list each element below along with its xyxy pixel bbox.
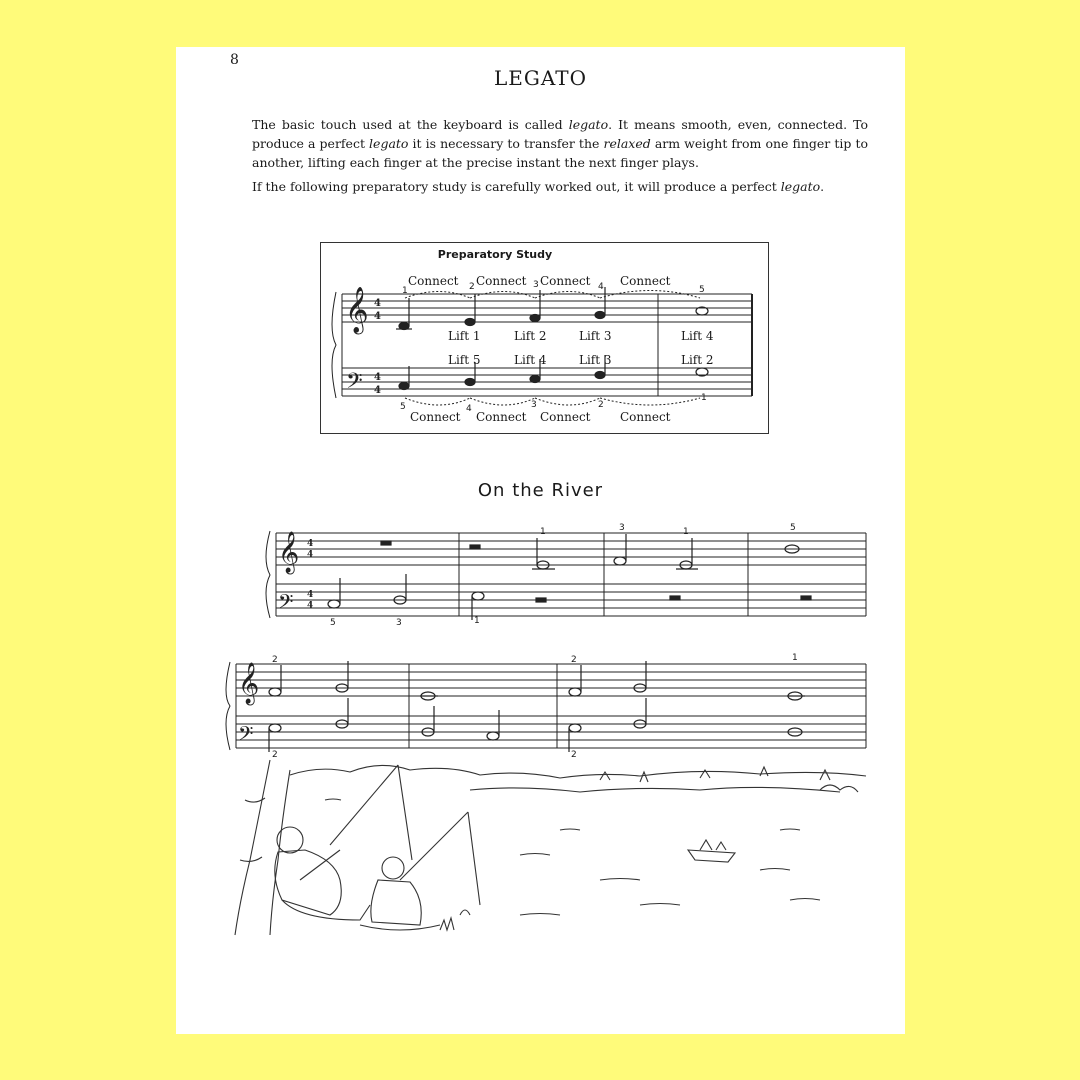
svg-text:4: 4	[374, 311, 381, 322]
song2-bass-staff	[236, 716, 866, 748]
finger-number: 1	[474, 616, 480, 626]
lift-label: Lift 2	[514, 329, 547, 343]
svg-text:𝄢: 𝄢	[238, 722, 254, 750]
brace	[332, 292, 336, 398]
text-run: it is necessary to transfer the	[408, 136, 604, 151]
finger-number: 3	[619, 523, 625, 533]
connect-arc	[405, 398, 470, 405]
text-run: perfect	[731, 179, 781, 194]
connect-label: Connect	[410, 410, 461, 424]
svg-text:4: 4	[307, 539, 314, 549]
finger-number: 3	[396, 618, 402, 628]
svg-text:4: 4	[307, 590, 314, 600]
svg-text:4: 4	[374, 298, 381, 309]
lift-label: Lift 3	[579, 329, 612, 343]
lift-label: Lift 3	[579, 353, 612, 367]
connect-label: Connect	[408, 274, 459, 288]
finger-number: 5	[400, 402, 406, 412]
song2-treble-staff	[236, 664, 866, 696]
text-run: If the following preparatory study is carefully worked out, it will produce a	[252, 179, 732, 194]
lift-label: Lift 4	[681, 329, 714, 343]
finger-number: 5	[330, 618, 336, 628]
italic-term: legato	[568, 117, 609, 132]
lift-label: Lift 4	[514, 353, 547, 367]
svg-text:𝄞: 𝄞	[238, 663, 260, 704]
finger-number: 2	[598, 400, 604, 410]
finger-number: 5	[790, 523, 796, 533]
song1-bass-staff	[276, 584, 866, 616]
finger-number: 2	[469, 282, 475, 292]
connect-label: Connect	[540, 410, 591, 424]
italic-term: legato	[780, 179, 821, 194]
finger-number: 5	[699, 285, 705, 295]
svg-text:4: 4	[307, 601, 314, 611]
finger-number: 1	[792, 653, 798, 663]
text-run: . It means smooth, even, connected. To produce a perfect	[252, 117, 868, 151]
text-run: arm weight from one finger tip to another, lifting each finger at the precise instant the next finger plays.	[252, 136, 868, 170]
connect-arc	[535, 398, 600, 405]
song-title: On the River	[477, 480, 604, 501]
finger-number: 4	[598, 282, 604, 292]
connect-label: Connect	[540, 274, 591, 288]
preparatory-study-title: Preparatory Study	[437, 248, 553, 261]
lift-label: Lift 2	[681, 353, 714, 367]
fishing-scene-illustration	[235, 760, 866, 935]
connect-label: Connect	[620, 274, 671, 288]
finger-number: 3	[531, 400, 537, 410]
song2-notes	[269, 661, 805, 752]
finger-number: 2	[272, 655, 278, 665]
connect-label: Connect	[476, 274, 527, 288]
svg-text:4: 4	[307, 550, 314, 560]
connect-arc	[535, 292, 600, 299]
treble-clef-icon: 𝄞	[345, 287, 369, 333]
svg-text:𝄞: 𝄞	[278, 532, 300, 573]
connect-label: Connect	[476, 410, 527, 424]
song1-treble-staff	[276, 533, 866, 565]
italic-term: relaxed	[603, 136, 651, 151]
finger-number: 1	[701, 393, 707, 403]
connect-arc	[470, 292, 535, 299]
svg-text:𝄢: 𝄢	[278, 590, 294, 618]
page-number: 8	[230, 52, 239, 68]
song1-notes	[328, 534, 811, 620]
svg-text:4: 4	[374, 372, 381, 383]
italic-term: legato	[369, 136, 409, 151]
prep-treble-staff	[342, 294, 752, 322]
finger-number: 4	[466, 404, 472, 414]
svg-text:4: 4	[374, 385, 381, 396]
lift-label: Lift 5	[448, 353, 481, 367]
finger-number: 2	[571, 750, 577, 760]
lift-label: Lift 1	[448, 329, 481, 343]
connect-label: Connect	[620, 410, 671, 424]
text-run: .	[820, 179, 825, 194]
finger-number: 3	[533, 280, 539, 290]
connect-arc	[405, 292, 470, 299]
connect-arc	[600, 398, 700, 405]
prep-notes	[396, 287, 708, 390]
finger-number: 1	[540, 527, 546, 537]
connect-arc	[470, 398, 535, 405]
finger-number: 2	[272, 750, 278, 760]
bass-clef-icon: 𝄢	[346, 369, 363, 399]
finger-number: 2	[571, 655, 577, 665]
text-run: The basic touch used at the keyboard is called	[252, 117, 569, 132]
finger-number: 1	[683, 527, 689, 537]
page-title: LEGATO	[494, 66, 587, 90]
finger-number: 1	[402, 286, 408, 296]
